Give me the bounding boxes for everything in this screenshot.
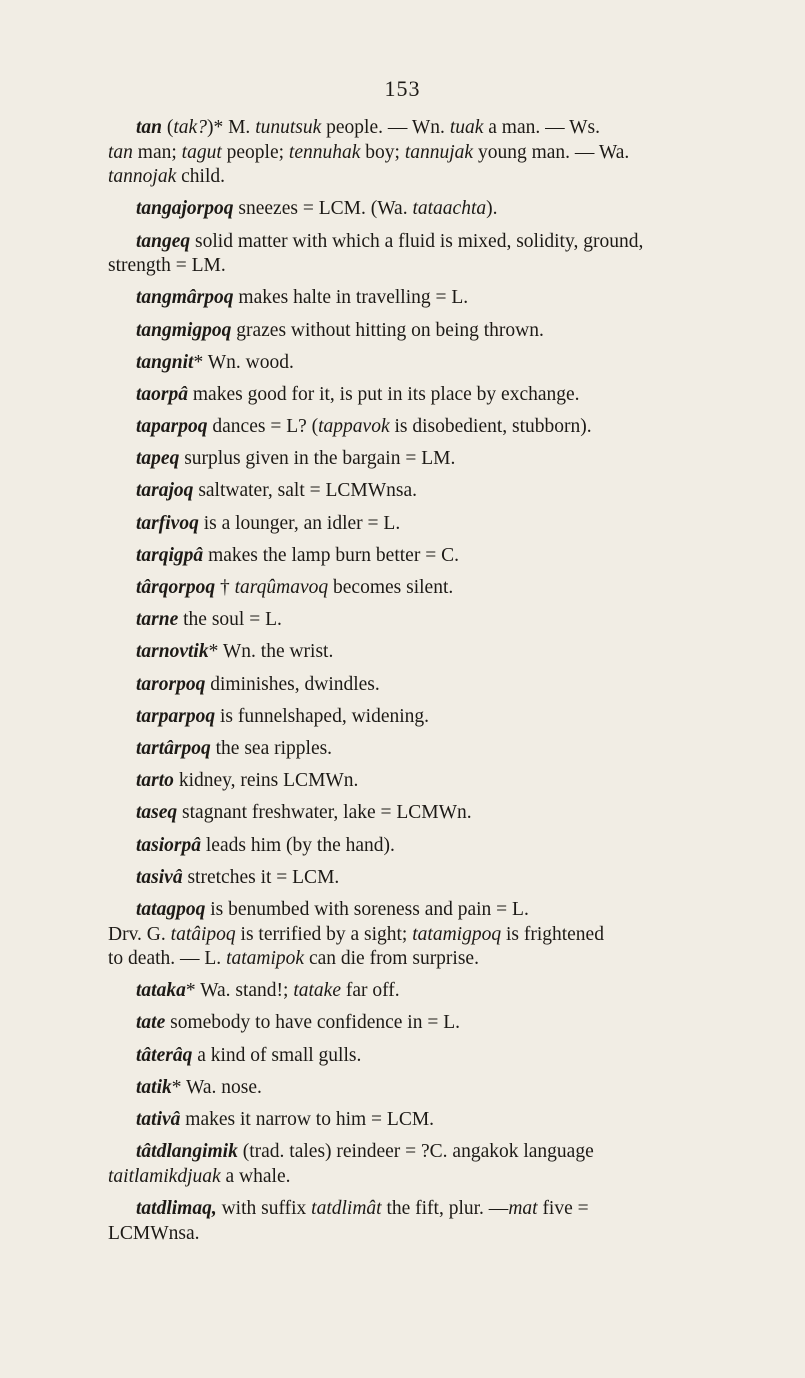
headword: tapeq (136, 448, 180, 470)
entry-line (108, 286, 768, 311)
dictionary-entry (108, 640, 768, 665)
definition-text: grazes without hitting on being thrown. (231, 319, 544, 341)
entry-line (108, 116, 768, 141)
entry-line (108, 923, 768, 948)
dictionary-entry (108, 479, 768, 504)
entry-line (108, 512, 768, 537)
definition-text: somebody to have confidence in = L. (165, 1012, 460, 1034)
entry-line (108, 1165, 768, 1190)
dictionary-entry (108, 673, 768, 698)
definition-text: is terrified by a sight; (235, 923, 413, 945)
dictionary-entry (108, 576, 768, 601)
entry-line (108, 1197, 768, 1222)
headword: tarorpoq (136, 673, 206, 695)
italic-term: tan (108, 141, 133, 163)
definition-text: makes it narrow to him = LCM. (180, 1109, 435, 1131)
headword: tarparpoq (136, 705, 216, 727)
definition-text: is a lounger, an idler = L. (198, 512, 401, 534)
definition-text: sneezes = LCM. (Wa. (233, 198, 413, 220)
definition-text: boy; (360, 141, 405, 163)
dictionary-entry (108, 286, 768, 311)
entry-line (108, 1044, 768, 1069)
definition-text: child. (176, 166, 225, 188)
definition-text: † (215, 577, 235, 599)
entry-line (108, 640, 768, 665)
italic-term: tatdlimât (311, 1198, 382, 1219)
definition-text: a kind of small gulls. (192, 1044, 362, 1066)
entry-line (108, 383, 768, 408)
dictionary-entry (108, 979, 768, 1004)
page-number: 153 (384, 76, 421, 101)
definition-text: a whale. (220, 1165, 291, 1187)
italic-term: tataachta (412, 198, 487, 220)
entry-line (108, 979, 768, 1004)
definition-text: is funnelshaped, widening. (215, 705, 430, 727)
dictionary-entry (108, 351, 768, 376)
definition-text: is disobedient, stubborn). (389, 416, 592, 438)
entry-line (108, 351, 768, 376)
entry-line (108, 576, 768, 601)
definition-text: can die from surprise. (304, 948, 479, 970)
headword: tasivâ (136, 866, 183, 888)
dictionary-entry (108, 512, 768, 537)
definition-text: (trad. tales) reindeer = ?C. angakok language (237, 1141, 594, 1163)
definition-text: * Wn. wood. (193, 351, 294, 373)
dictionary-entry (108, 1076, 768, 1101)
headword: tâtdlangimik (136, 1141, 238, 1163)
definition-text: five = (537, 1198, 589, 1219)
definition-text: the sea ripples. (210, 737, 333, 759)
headword: tatagpoq (136, 898, 206, 920)
headword: tangnit (136, 351, 194, 373)
italic-term: tappavok (318, 416, 390, 438)
dictionary-entry (108, 544, 768, 569)
definition-text: far off. (340, 980, 400, 1002)
dictionary-entry (108, 737, 768, 762)
headword: taorpâ (136, 383, 189, 405)
entry-line (108, 447, 768, 472)
definition-text: stretches it = LCM. (182, 866, 340, 888)
definition-text: a man. — Ws. (483, 117, 601, 138)
entry-line (108, 673, 768, 698)
italic-term: tatamigpoq (412, 923, 502, 945)
headword: tartârpoq (136, 737, 211, 759)
dictionary-entry (108, 447, 768, 472)
italic-term: tannujak (404, 141, 474, 163)
headword: tarfivoq (136, 512, 199, 534)
dictionary-entry (108, 415, 768, 440)
italic-term: tuak (449, 117, 484, 138)
entry-line (108, 319, 768, 344)
italic-term: mat (508, 1198, 538, 1219)
headword: tate (136, 1012, 166, 1034)
definition-text: man; (132, 141, 182, 163)
entry-line (108, 544, 768, 569)
definition-text: diminishes, dwindles. (205, 673, 380, 695)
italic-term: tarqûmavoq (234, 577, 329, 599)
entry-line (108, 866, 768, 891)
dictionary-entry (108, 197, 768, 222)
entry-line (108, 705, 768, 730)
entry-line (108, 230, 768, 255)
italic-term: taitlamikdjuak (108, 1165, 221, 1187)
definition-text: )* M. (206, 117, 256, 138)
definition-text: becomes silent. (328, 577, 454, 599)
italic-term: tunutsuk (255, 117, 322, 138)
dictionary-entry (108, 769, 768, 794)
definition-text: * Wn. the wrist. (208, 641, 334, 663)
definition-text: the fift, plur. — (381, 1198, 509, 1219)
definition-text: solid matter with which a fluid is mixed, solidity, ground, (190, 230, 644, 252)
definition-text: people; (221, 141, 289, 163)
entry-line (108, 1222, 768, 1247)
dictionary-entry (108, 834, 768, 859)
headword: târqorpoq (136, 577, 216, 599)
definition-text: the soul = L. (178, 609, 282, 631)
definition-text: surplus given in the bargain = LM. (179, 448, 456, 470)
dictionary-entry (108, 608, 768, 633)
dictionary-entry (108, 230, 768, 279)
entry-line (108, 947, 768, 972)
entry-line (108, 1108, 768, 1133)
dictionary-entry (108, 1140, 768, 1189)
entry-line (108, 1076, 768, 1101)
dictionary-entry (108, 1011, 768, 1036)
dictionary-entry (108, 866, 768, 891)
definition-text: to death. — L. (108, 948, 227, 970)
entry-line (108, 737, 768, 762)
entry-line (108, 415, 768, 440)
definition-text: leads him (by the hand). (201, 834, 395, 856)
definition-text: Drv. G. (108, 923, 171, 945)
headword: tangmigpoq (136, 319, 232, 341)
definition-text: LCMWnsa. (108, 1222, 200, 1244)
dictionary-entry (108, 1197, 768, 1246)
headword: taseq (136, 802, 178, 824)
definition-text: makes good for it, is put in its place by exchange. (188, 383, 580, 405)
entry-line (108, 165, 768, 190)
italic-term: tagut (181, 141, 222, 163)
definition-text: is frightened (501, 923, 604, 945)
headword: tasiorpâ (136, 834, 202, 856)
headword: tangmârpoq (136, 287, 234, 309)
dictionary-entry (108, 801, 768, 826)
italic-term: tak? (173, 117, 207, 138)
headword: taparpoq (136, 416, 208, 438)
definition-text: makes the lamp burn better = C. (203, 544, 459, 566)
dictionary-entry (108, 898, 768, 972)
headword: tativâ (136, 1109, 181, 1131)
definition-text: is benumbed with soreness and pain = L. (205, 898, 529, 920)
italic-term: tannojak (108, 166, 177, 188)
headword: tangajorpoq (136, 198, 234, 220)
definition-text: * Wa. nose. (171, 1076, 262, 1098)
entry-line (108, 1011, 768, 1036)
entry-line (108, 1140, 768, 1165)
definition-text: ). (486, 198, 498, 220)
headword: tangeq (136, 230, 191, 252)
definition-text: with suffix (216, 1198, 312, 1219)
headword: tatik (136, 1076, 172, 1098)
dictionary-entry (108, 383, 768, 408)
entry-line (108, 834, 768, 859)
dictionary-entry (108, 1108, 768, 1133)
headword: tarnovtik (136, 641, 209, 663)
headword: tataka (136, 980, 186, 1002)
definition-text: dances = L? ( (207, 416, 319, 438)
entry-line (108, 608, 768, 633)
dictionary-entry (108, 319, 768, 344)
definition-text: young man. — Wa. (473, 141, 630, 163)
dictionary-entry (108, 1044, 768, 1069)
headword: tatdlimaq, (136, 1198, 217, 1219)
entry-line (108, 197, 768, 222)
headword: tarto (136, 770, 174, 792)
italic-term: tatamipok (226, 948, 305, 970)
definition-text: ( (162, 117, 174, 138)
headword: tan (136, 117, 163, 138)
definition-text: people. — Wn. (321, 117, 450, 138)
definition-text: kidney, reins LCMWn. (173, 770, 359, 792)
definition-text: stagnant freshwater, lake = LCMWn. (177, 802, 472, 824)
definition-text: makes halte in travelling = L. (233, 287, 469, 309)
italic-term: tennuhak (288, 141, 361, 163)
italic-term: tatâipoq (170, 923, 236, 945)
dictionary-entry (108, 705, 768, 730)
italic-term: tatake (293, 980, 341, 1002)
entry-line (108, 479, 768, 504)
entry-line (108, 769, 768, 794)
dictionary-entry (108, 116, 768, 190)
entry-line (108, 801, 768, 826)
entry-line (108, 254, 768, 279)
entry-line (108, 898, 768, 923)
entry-list (108, 116, 768, 1254)
definition-text: strength = LM. (108, 255, 226, 277)
definition-text: * Wa. stand!; (185, 980, 294, 1002)
headword: tarne (136, 609, 179, 631)
definition-text: saltwater, salt = LCMWnsa. (193, 480, 418, 502)
headword: tarqigpâ (136, 544, 204, 566)
headword: tâterâq (136, 1044, 193, 1066)
entry-line (108, 141, 768, 166)
headword: tarajoq (136, 480, 194, 502)
